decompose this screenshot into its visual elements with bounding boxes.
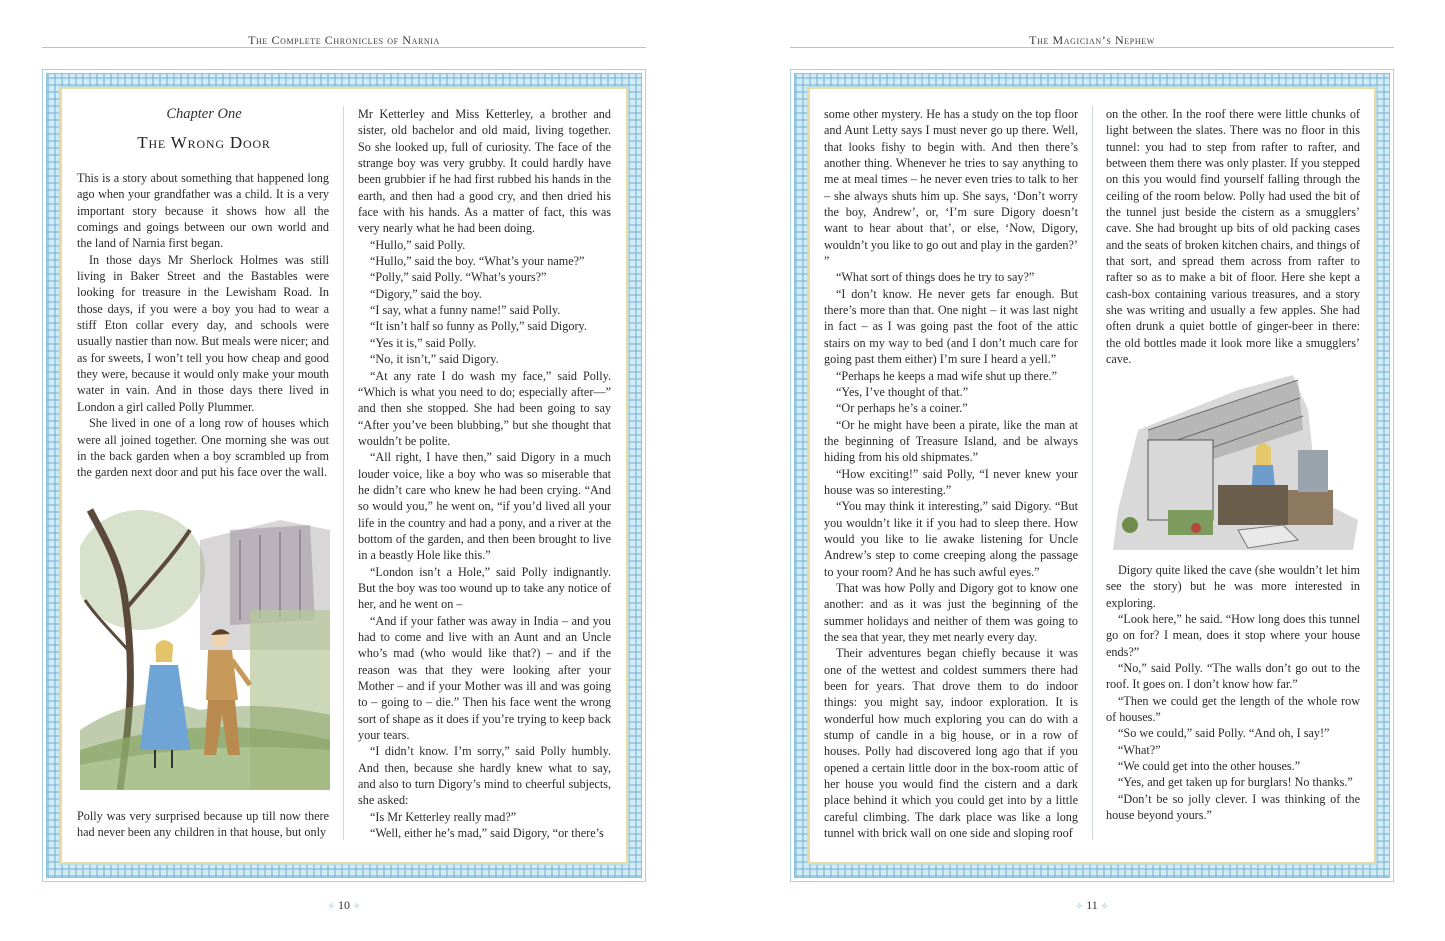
right-page xyxy=(723,0,1445,941)
chapter-title: The Wrong Door xyxy=(137,133,271,152)
paragraph: “Don’t be so jolly clever. I was thinking of the house beyond yours.” xyxy=(1106,791,1360,823)
running-head-right: The Magician’s Nephew xyxy=(1029,33,1155,47)
attic-cave-illustration xyxy=(1108,370,1358,555)
paragraph: “London isn’t a Hole,” said Polly indignantly. But the boy was too wound up to take any notice of her, and he went on – xyxy=(358,564,611,612)
paragraph: “Yes, and get taken up for burglars! No thanks.” xyxy=(1118,775,1353,790)
paragraph: “So we could,” said Polly. “And oh, I say!” xyxy=(1118,726,1330,741)
paragraph: Digory quite liked the cave (she wouldn’t let him see the story) but he was more interested in exploring. xyxy=(1106,563,1360,610)
paragraph: “Or he might have been a pirate, like the man at the beginning of Treasure Island, and be always hiding from his old shipmates.” xyxy=(824,417,1078,465)
paragraph: “Polly,” said Polly. “What’s yours?” xyxy=(370,270,547,285)
paragraph: “Perhaps he keeps a mad wife shut up there.” xyxy=(836,368,1057,383)
paragraph: That was how Polly and Digory got to know one another: and as it was just the beginning of the summer holidays and neither of them was going to the sea that year, they met nearly every day. xyxy=(824,580,1078,644)
paragraph: on the other. In the roof there were little chunks of light between the slates. There was no floor in this tunnel: you had to step from rafter to rafter, and between them there was only plaster. If you stepped on this you would find yourself falling through the ceiling of the room below. Polly had used the bit of the tunnel just beside the cistern as a smugglers’ cave. She had brought up bits of old packing cases and the seats of broken kitchen chairs, and things of that sort, and spread them across from rafter to rafter so as to make a bit of floor. Here she kept a cash-box containing various treasures, and a story she was writing and usually a few apples. She had often drunk a quiet bottle of ginger-beer in there: the old bottles made it look more like a smugglers’ cave. xyxy=(1106,107,1360,367)
paragraph: “And if your father was away in India – and you had to come and live with an Aunt and an Uncle who’s mad (who would like that?) – and if the reason was that they were looking after your Mother – and if your Mother was ill and was going to – going to – die.” Then his face went the wrong sort of shape as it does if you’re trying to keep back your tears. xyxy=(358,613,611,743)
paragraph: “All right, I have then,” said Digory in a much louder voice, like a boy who was so miserable that he didn’t care who knew he had been crying. “And so would you,” he went on, “if you’d lived all your life in the country and had a pony, and a river at the bottom of the garden, and then been brought to live in a beastly Hole like this.” xyxy=(358,450,611,563)
paragraph: “No,” said Polly. “The walls don’t go out to the roof. It goes on. I don’t know how far.” xyxy=(1106,661,1360,692)
left-column-top xyxy=(77,170,329,481)
paragraph: “Hullo,” said the boy. “What’s your name?” xyxy=(370,254,585,269)
left-column-2 xyxy=(358,106,611,841)
paragraph: Mr Ketterley and Miss Ketterley, a brother and sister, old bachelor and old maid, living together. So she looked up, full of curiosity. The face of the strange boy was very grubby. It could hardly have been grubbier if he had first rubbed his hands in the earth, and then had a good cry, and then dried his face with his hands. As a matter of fact, this was very nearly what he had been doing. xyxy=(358,107,611,236)
paragraph: “No, it isn’t,” said Digory. xyxy=(370,352,499,367)
left-column-bottom xyxy=(77,808,329,841)
column-divider xyxy=(1092,106,1093,840)
chapter-label: Chapter One xyxy=(166,106,242,122)
left-page xyxy=(0,0,722,941)
paragraph: some other mystery. He has a study on the top floor and Aunt Letty says I must never go up there. Well, that looks fishy to begin with. And then there’s another thing. Whenever he tries to say anything to me at meal times – he never even tries to talk to her – she always shuts him up. She says, ‘Don’t worry the boy, Andrew’, or, ‘I’m sure Digory doesn’t want to hear about that’, or else, ‘Now, Digory, wouldn’t you like to go out and play in the garden?’ ” xyxy=(824,107,1078,269)
header-rule xyxy=(790,47,1394,48)
page-number: 11 xyxy=(1086,898,1098,912)
paragraph: “Hullo,” said Polly. xyxy=(370,237,466,252)
column-divider xyxy=(343,106,344,840)
paragraph: “I say, what a funny name!” said Polly. xyxy=(370,303,561,318)
paragraph: This is a story about something that happened long ago when your grandfather was a child. It is a very important story because it shows how all the comings and goings between our own world and the land of Narnia first began. xyxy=(77,171,329,251)
paragraph: “What?” xyxy=(1118,742,1161,757)
paragraph: “Digory,” said the boy. xyxy=(370,286,482,301)
page-number-right xyxy=(1062,898,1122,913)
paragraph: “Is Mr Ketterley really mad?” xyxy=(370,809,517,824)
paragraph: “Then we could get the length of the whole row of houses.” xyxy=(1106,693,1360,725)
paragraph: “We could get into the other houses.” xyxy=(1118,759,1301,774)
right-column-2-bottom xyxy=(1106,562,1360,824)
paragraph: “You may think it interesting,” said Digory. “But you wouldn’t like it if you had to sleep there. How would you like to lie awake listening for Uncle Andrew’s step to come creeping along the passage to your room? And he has such awful eyes.” xyxy=(824,499,1078,579)
paragraph: “Or perhaps he’s a coiner.” xyxy=(836,401,968,416)
paragraph: “Well, either he’s mad,” said Digory, “or there’s xyxy=(370,826,604,841)
polly-digory-illustration xyxy=(80,500,330,790)
paragraph: “Yes it is,” said Polly. xyxy=(370,335,477,350)
paragraph: “Look here,” he said. “How long does this tunnel go on for? I mean, does it stop where your house ends?” xyxy=(1106,612,1360,659)
paragraph: Polly was very surprised because up till now there had never been any children in that house, but only xyxy=(77,809,329,840)
paragraph: She lived in one of a long row of houses which were all joined together. One morning she was out in the back garden when a boy scrambled up from the garden next door and put his face over the wall. xyxy=(77,416,329,480)
paragraph: “How exciting!” said Polly, “I never knew your house was so interesting.” xyxy=(824,466,1078,497)
paragraph: “What sort of things does he try to say?” xyxy=(836,270,1035,285)
right-column-1 xyxy=(824,106,1078,841)
folio-ornament-icon: ✧ xyxy=(1075,901,1084,911)
right-column-2-top xyxy=(1106,106,1360,368)
folio-ornament-icon: ✧ xyxy=(1100,901,1109,911)
folio-ornament-icon: ✧ xyxy=(353,901,361,911)
paragraph: “Yes, I’ve thought of that.” xyxy=(836,384,969,399)
folio-ornament-icon: ✧ xyxy=(327,901,335,911)
page-number: 10 xyxy=(338,898,350,912)
paragraph: “I didn’t know. I’m sorry,” said Polly humbly. And then, because she hardly knew what to say, and also to turn Digory’s mind to cheerful subjects, she asked: xyxy=(358,744,611,808)
paragraph: “I don’t know. He never gets far enough. But there’s more than that. One night – it was last night in fact – as I was going past the foot of the attic stairs on my way to bed (and I don’t much care for going past them either) I’m sure I heard a yell.” xyxy=(824,286,1078,367)
paragraph: “It isn’t half so funny as Polly,” said Digory. xyxy=(370,319,587,334)
paragraph: “At any rate I do wash my face,” said Polly. “Which is what you need to do; especially after—” and then she stopped. She had been going to say “After you’ve been blubbing,” but she thought that wouldn’t be polite. xyxy=(358,368,611,448)
paragraph: In those days Mr Sherlock Holmes was still living in Baker Street and the Bastables were looking for treasure in the Lewisham Road. In those days, if you were a boy you had to wear a stiff Eton collar every day, and schools were usually nastier than now. But meals were nicer; and as for sweets, I won’t tell you how cheap and good they were, because it would only make your mouth water in vain. And in those days there lived in London a girl called Polly Plummer. xyxy=(77,252,329,414)
running-head-left: The Complete Chronicles of Narnia xyxy=(248,33,440,47)
header-rule xyxy=(42,47,646,48)
paragraph: Their adventures began chiefly because it was one of the wettest and coldest summers there had been for years. That drove them to do indoor things: you might say, indoor exploration. It is wonderful how much exploring you can do with a stump of candle in a big house, or in a row of houses. Polly had discovered long ago that if you opened a certain little door in the box-room attic of her house you would find the cistern and a dark place behind it which you could get into by a little careful climbing. The dark place was like a long tunnel with brick wall on one side and sloping roof xyxy=(824,646,1078,841)
page-number-left xyxy=(314,898,374,913)
